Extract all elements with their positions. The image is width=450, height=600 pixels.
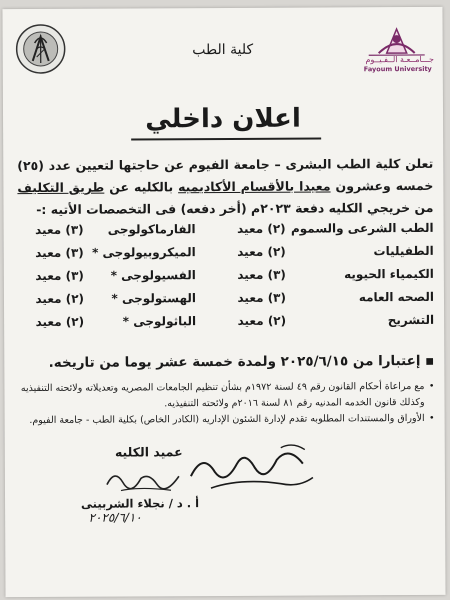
fayoum-university-logo-icon	[357, 25, 439, 77]
body-part1: تعلن كلية الطب البشرى – جامعة الفيوم عن حاجتها لتعيين عدد (٢٥) خمسه وعشرون	[17, 155, 434, 194]
specialty-name: الطب الشرعى والسموم	[290, 220, 434, 236]
specialty-count: (٣) معيد	[237, 267, 286, 282]
specialty-count: (٢) معيد	[237, 221, 286, 236]
note-bullet: •	[428, 412, 435, 424]
dean-title: عميد الكليه	[114, 444, 183, 460]
university-caption-en: Fayoum University	[363, 64, 432, 74]
dean-signature-icon	[101, 462, 191, 496]
specialty-row	[16, 244, 434, 269]
specialty-name: * الفسيولوجى	[110, 268, 196, 283]
note-text: مع مراعاة أحكام القانون رقم ٤٩ لسنة ١٩٧٢م بشأن تنظيم الجامعات المصريه وتعديلاته ولائحته التنفيذيه وكذلك قانون الخدمه المدنيه رقم ٨١ لسنة ٢٠١٦م ولائحته التنفيذيه.	[20, 380, 425, 410]
specialty-row	[16, 313, 434, 338]
specialty-name: * الباثولوجى	[122, 314, 197, 329]
specialty-row	[16, 221, 434, 246]
note-bullet: •	[428, 380, 435, 392]
body-part3: من خريجي الكليه دفعة ٢٠٢٣م (أخر دفعه) فى التخصصات الأتيه :-	[36, 199, 434, 217]
specialty-row	[16, 267, 434, 292]
announcement-title: اعلان داخلي	[145, 103, 301, 135]
specialty-count: (٣) معيد	[35, 268, 84, 283]
specialty-name: الصحه العامه	[358, 289, 435, 305]
validity-period	[20, 353, 434, 371]
validity-bullet: ▪	[420, 352, 435, 369]
specialty-count: (٢) معيد	[237, 313, 287, 328]
specialty-count: (٢) معيد	[35, 314, 85, 329]
specialties-list	[16, 221, 435, 338]
note-item	[18, 379, 434, 413]
specialty-count: (٣) معيد	[237, 290, 287, 305]
note-text: الأوراق والمستندات المطلوبه تقدم لإدارة الشئون الإداريه (الكادر الخاص) بكلية الطب - جامعة الفيوم.	[29, 412, 425, 427]
specialty-name: الطفيليات	[373, 243, 434, 259]
dean-name: أ . د / نجلاء الشربينى	[80, 496, 200, 511]
university-caption-ar: جـــامــعـة الــفـيــوم	[365, 54, 434, 65]
specialty-name: * الهستولوجى	[111, 291, 197, 306]
body-part2: بالكليه عن	[109, 179, 174, 195]
specialty-count: (٢) معيد	[237, 244, 286, 259]
specialty-row	[16, 290, 434, 315]
fayoum-medicine-seal-icon	[15, 21, 67, 79]
body-highlight-assignment: طريق التكليف	[17, 179, 105, 196]
specialty-name: * الميكروبيولوجى	[92, 245, 196, 260]
specialty-name: التشريح	[387, 312, 435, 328]
document-page	[2, 7, 445, 597]
notes-list	[18, 379, 434, 429]
specialty-name: الكيمياء الحيويه	[344, 266, 434, 282]
title-underline	[131, 137, 321, 140]
specialty-name: الفارماكولوجى	[107, 222, 196, 237]
body-highlight-departments: معيدا بالأقسام الأكاديميه	[178, 178, 331, 195]
note-item	[19, 411, 435, 429]
faculty-name: كلية الطب	[192, 41, 254, 59]
approval-signature-icon	[181, 437, 321, 498]
specialty-count: (٣) معيد	[35, 222, 84, 237]
announcement-body	[17, 153, 433, 221]
specialty-count: (٢) معيد	[35, 291, 85, 306]
specialty-count: (٣) معيد	[35, 245, 84, 260]
validity-text: إعتبارا من ٢٠٢٥/٦/١٥ ولمدة خمسة عشر يوما من تاريخه.	[48, 352, 421, 371]
handwritten-date: ٢٠٢٥/٦/١٠	[88, 510, 142, 525]
